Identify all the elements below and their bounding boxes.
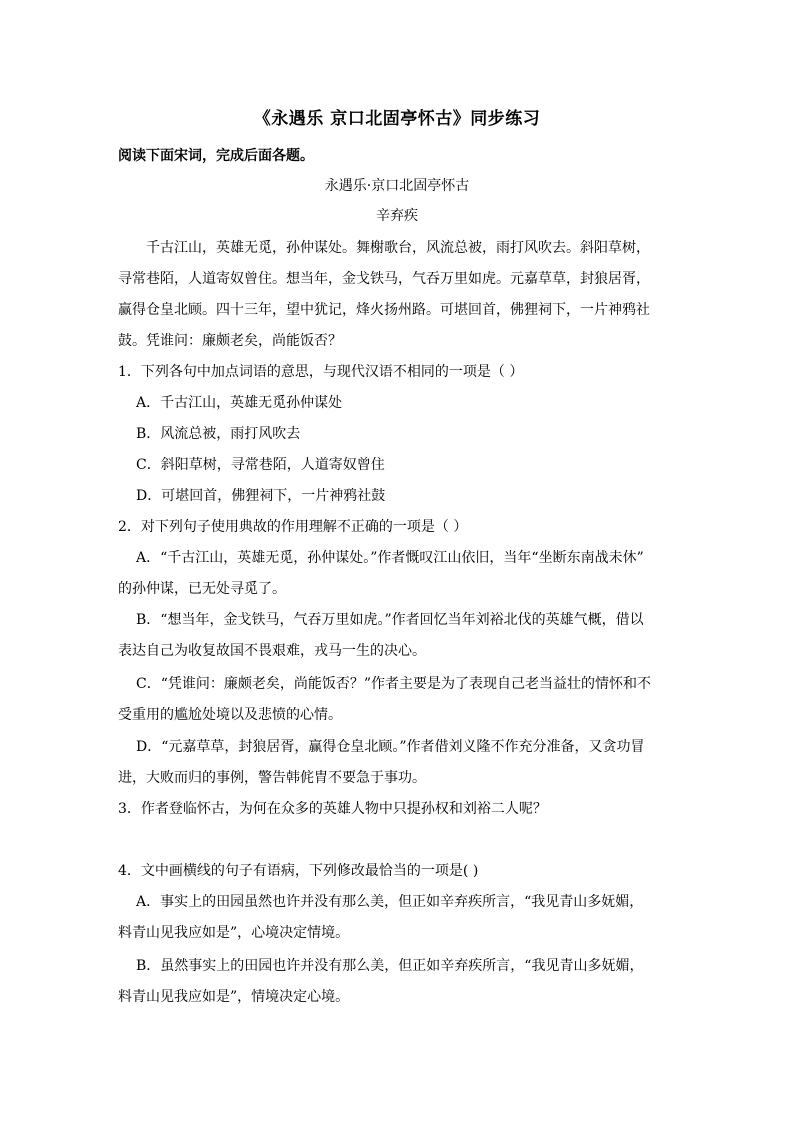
question-2-option-d: D．“元嘉草草，封狼居胥，赢得仓皇北顾。”作者借刘义隆不作充分准备，又贪功冒	[136, 739, 645, 755]
question-2-stem: 2．对下列句子使用典故的作用理解不正确的一项是（ ）	[118, 519, 468, 535]
question-2-option-a: A．“千古江山，英雄无觅，孙仲谋处。”作者慨叹江山依旧，当年“坐断东南战未休”	[136, 550, 644, 566]
question-4-option-a-cont: 料青山见我应如是”，心境决定情境。	[118, 925, 350, 941]
poem-line: 鼓。凭谁问：廉颇老矣，尚能饭否？	[118, 333, 342, 349]
question-1-stem: 1．下列各句中加点词语的意思，与现代汉语不相同的一项是（ ）	[118, 364, 524, 380]
question-1-option-c: C．斜阳草树，寻常巷陌，人道寄奴曾住	[136, 457, 385, 473]
question-1-option-b: B．风流总被，雨打风吹去	[136, 426, 301, 442]
question-3-stem: 3．作者登临怀古，为何在众多的英雄人物中只提孙权和刘裕二人呢？	[118, 801, 547, 817]
question-4-stem: 4．文中画横线的句子有语病，下列修改最恰当的一项是( )	[118, 863, 479, 879]
question-1-option-d: D．可堪回首，佛狸祠下，一片神鸦社鼓	[136, 488, 386, 504]
question-2-option-b: B．“想当年，金戈铁马，气吞万里如虎。”作者回忆当年刘裕北伐的英雄气概，借以	[136, 612, 644, 628]
page-title: 《永遇乐 京口北固亭怀古》同步练习	[253, 109, 541, 129]
question-2-option-a-cont: 的孙仲谋，已无处寻觅了。	[118, 581, 286, 597]
question-4-option-a: A．事实上的田园虽然也许并没有那么美，但正如辛弃疾所言，“我见青山多妩媚，	[136, 894, 644, 910]
poem-title: 永遇乐·京口北固亭怀古	[324, 178, 470, 194]
poem-line: 赢得仓皇北顾。四十三年，望中犹记，烽火扬州路。可堪回首，佛狸祠下，一片神鸦社	[118, 302, 650, 318]
question-2-option-c-cont: 受重用的尴尬处境以及悲愤的心情。	[118, 707, 342, 723]
question-2-option-c: C．“凭谁问：廉颇老矣，尚能饭否？”作者主要是为了表现自己老当益壮的情怀和不	[136, 676, 652, 692]
poem-line: 寻常巷陌，人道寄奴曾住。想当年，金戈铁马，气吞万里如虎。元嘉草草，封狼居胥，	[118, 271, 650, 287]
question-2-option-d-cont: 进，大败而归的事例，警告韩侂胄不要急于事功。	[118, 770, 426, 786]
instruction: 阅读下面宋词，完成后面各题。	[118, 148, 314, 164]
poem-line: 千古江山，英雄无觅，孙仲谋处。舞榭歌台，风流总被，雨打风吹去。斜阳草树，	[146, 240, 650, 256]
question-4-option-b: B．虽然事实上的田园也许并没有那么美，但正如辛弃疾所言，“我见青山多妩媚，	[136, 958, 644, 974]
question-4-option-b-cont: 料青山见我应如是”，情境决定心境。	[118, 989, 350, 1005]
question-1-option-a: A．千古江山，英雄无觅孙仲谋处	[136, 395, 343, 411]
question-2-option-b-cont: 表达自己为收复故国不畏艰难，戎马一生的决心。	[118, 643, 426, 659]
poem-author: 辛弃疾	[376, 208, 418, 224]
